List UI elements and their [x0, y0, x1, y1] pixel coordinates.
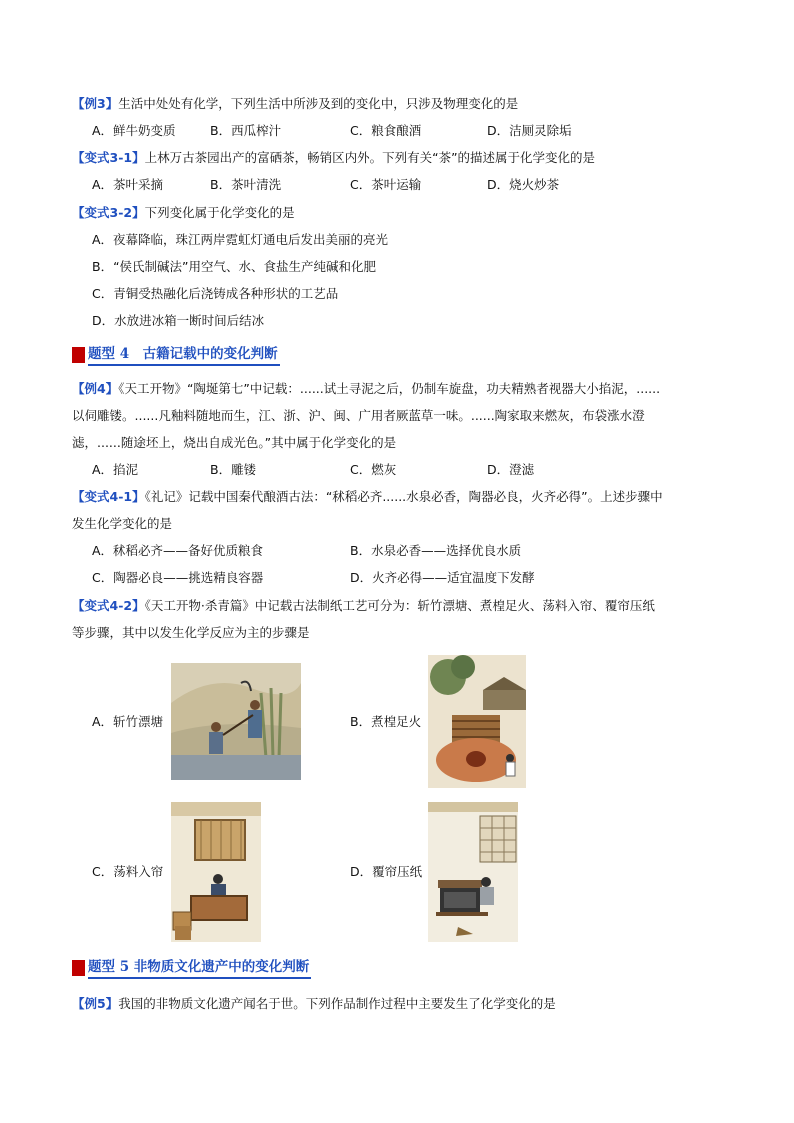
question-line: 等步骤，其中以发生化学反应为主的步骤是: [72, 625, 310, 640]
bamboo-soaking-illustration[interactable]: [171, 663, 301, 780]
question-tag: 【变式3-1】: [72, 150, 145, 165]
option-d[interactable]: D．烧火炒茶: [487, 177, 560, 192]
option-d[interactable]: D．水放进冰箱一断时间后结冰: [92, 313, 265, 328]
option-a[interactable]: A．鲜牛奶变质: [92, 123, 176, 138]
option-b[interactable]: B．西瓜榨汁: [210, 123, 282, 138]
option-a[interactable]: A．夜幕降临，珠江两岸霓虹灯通电后发出美丽的亮光: [92, 232, 389, 247]
question-stem: 我国的非物质文化遗产闻名于世。下列作品制作过程中主要发生了化学变化的是: [118, 996, 556, 1011]
question-tag: 【例5】: [72, 996, 119, 1011]
question-var42: [72, 598, 655, 614]
question-tag: 【变式4-1】: [72, 489, 145, 504]
option-d[interactable]: D．澄滤: [487, 462, 535, 477]
question-var32: [72, 205, 295, 221]
option-b[interactable]: B．茶叶清洗: [210, 177, 282, 192]
option-b[interactable]: B．“侯氏制碱法”用空气、水、食盐生产纯碱和化肥: [92, 259, 377, 274]
option-c[interactable]: C．燃灰: [350, 462, 397, 477]
dipping-screen-illustration[interactable]: [171, 802, 261, 942]
section-marker: [72, 960, 85, 976]
question-var41: [72, 489, 663, 505]
option-c[interactable]: C．陶器必良——挑选精良容器: [92, 570, 264, 585]
section-title: 题型 4 古籍记载中的变化判断: [88, 345, 280, 366]
option-c[interactable]: C．青铜受热融化后浇铸成各种形状的工艺品: [92, 286, 339, 301]
option-b[interactable]: B．水泉必香——选择优良水质: [350, 543, 522, 558]
section-heading-5: [72, 957, 311, 979]
question-ex3: [72, 96, 518, 112]
option-d[interactable]: D．覆帘压纸: [350, 864, 423, 879]
section-heading-4: [72, 344, 280, 366]
question-line: 《礼记》记载中国秦代酿酒古法：“秫稻必齐......水泉必香，陶器必良，火齐必得”。上述步骤中: [144, 489, 663, 504]
option-c[interactable]: C．茶叶运输: [350, 177, 422, 192]
option-a[interactable]: A．斩竹漂塘: [92, 714, 164, 729]
question-ex4: [72, 381, 660, 397]
section-marker: [72, 347, 85, 363]
question-stem: 生活中处处有化学，下列生活中所涉及到的变化中，只涉及物理变化的是: [118, 96, 519, 111]
option-b[interactable]: B．煮楻足火: [350, 714, 422, 729]
question-tag: 【变式3-2】: [72, 205, 145, 220]
option-d[interactable]: D．火齐必得——适宜温度下发酵: [350, 570, 535, 585]
question-stem: 下列变化属于化学变化的是: [144, 205, 295, 220]
option-a[interactable]: A．茶叶采摘: [92, 177, 164, 192]
pressing-paper-illustration[interactable]: [428, 802, 518, 942]
question-line: 《天工开物·杀青篇》中记载古法制纸工艺可分为：斩竹漂塘、煮楻足火、荡料入帘、覆帘压纸: [144, 598, 655, 613]
section-title: 题型 5 非物质文化遗产中的变化判断: [88, 958, 311, 979]
question-tag: 【例3】: [72, 96, 119, 111]
option-a[interactable]: A．秫稻必齐——备好优质粮食: [92, 543, 264, 558]
question-ex5: [72, 996, 556, 1012]
question-tag: 【例4】: [72, 381, 119, 396]
question-line: 滤，......随途坯上，烧出自成光色。”其中属于化学变化的是: [72, 435, 397, 450]
option-b[interactable]: B．雕镂: [210, 462, 257, 477]
option-c[interactable]: C．粮食酿酒: [350, 123, 422, 138]
question-line: 发生化学变化的是: [72, 516, 173, 531]
question-line: 以伺雕镂。......凡釉料随地而生，江、浙、沪、闽、广用者厥蓝草一味。......陶家取来燃灰，布袋涨水澄: [72, 408, 645, 423]
question-tag: 【变式4-2】: [72, 598, 145, 613]
option-d[interactable]: D．洁厕灵除垢: [487, 123, 572, 138]
option-c[interactable]: C．荡料入帘: [92, 864, 164, 879]
cooking-pulp-illustration[interactable]: [428, 655, 526, 788]
question-stem: 上林万古茶园出产的富硒茶，畅销区内外。下列有关“茶”的描述属于化学变化的是: [144, 150, 596, 165]
question-var31: [72, 150, 595, 166]
option-a[interactable]: A．掐泥: [92, 462, 139, 477]
question-line: 《天工开物》“陶埏第七”中记载：......试土寻泥之后，仍制车旋盘，功夫精熟者视器大小掐泥，......: [118, 381, 661, 396]
